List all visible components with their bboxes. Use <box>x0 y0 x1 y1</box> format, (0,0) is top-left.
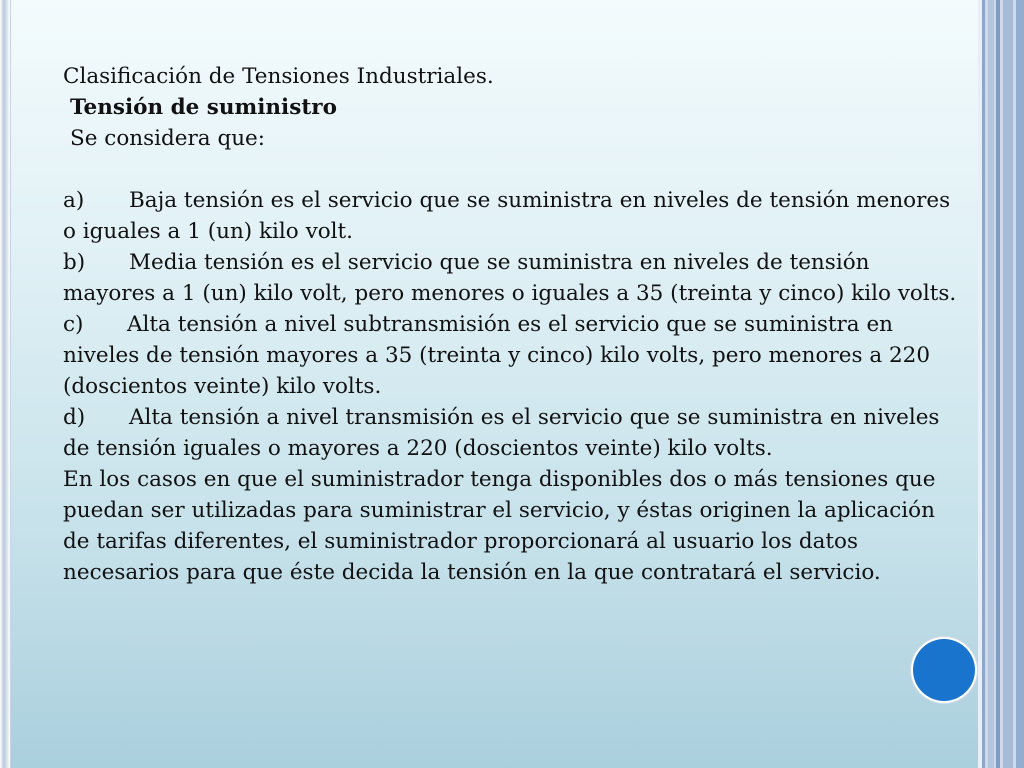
list-item-c <box>63 309 963 402</box>
slide-intro: Se considera que: <box>70 126 266 151</box>
list-item-b <box>63 247 963 309</box>
frame-stripe <box>1003 0 1013 768</box>
decorative-circle <box>913 639 975 701</box>
list-item-d <box>63 402 963 464</box>
slide-title: Clasificación de Tensiones Industriales. <box>63 64 494 89</box>
list-item-text: Baja tensión es el servicio que se suministra en niveles de tensión menores o iguales a 1 (un) kilo volt. <box>63 188 951 244</box>
right-frame-stripes <box>978 0 1024 768</box>
list-item-text: Alta tensión a nivel transmisión es el servicio que se suministra en niveles de tensión iguales o mayores a 220 (doscientos veinte) kilo volts. <box>63 405 940 461</box>
slide-subtitle: Tensión de suministro <box>70 95 337 120</box>
frame-stripe <box>1016 0 1024 768</box>
list-item-text: Alta tensión a nivel subtransmisión es el servicio que se suministra en niveles de tensión mayores a 35 (treinta y cinco) kilo volts, pero menores a 220 (doscientos veinte) kilo volts. <box>63 312 931 399</box>
blank-line <box>63 154 963 185</box>
frame-stripe <box>996 0 1000 768</box>
list-item-text: Media tensión es el servicio que se suministra en niveles de tensión mayores a 1 (un) kilo volt, pero menores o iguales a 35 (treinta y cinco) kilo volts. <box>63 250 957 306</box>
list-marker: d) <box>63 405 86 430</box>
list-marker: b) <box>63 250 86 275</box>
slide-content <box>63 61 963 588</box>
frame-stripe <box>988 0 994 768</box>
list-item-a <box>63 185 963 247</box>
list-marker: c) <box>63 312 84 337</box>
list-marker: a) <box>63 188 85 213</box>
closing-paragraph: En los casos en que el suministrador tenga disponibles dos o más tensiones que puedan ser utilizadas para suministrar el servicio, y éstas originen la aplicación de tarifas diferentes, el suministrador proporcionará al usuario los datos necesarios para que éste decida la tensión en la que contratará el servicio. <box>63 467 936 585</box>
left-frame-border <box>0 0 11 768</box>
frame-stripe <box>982 0 985 768</box>
